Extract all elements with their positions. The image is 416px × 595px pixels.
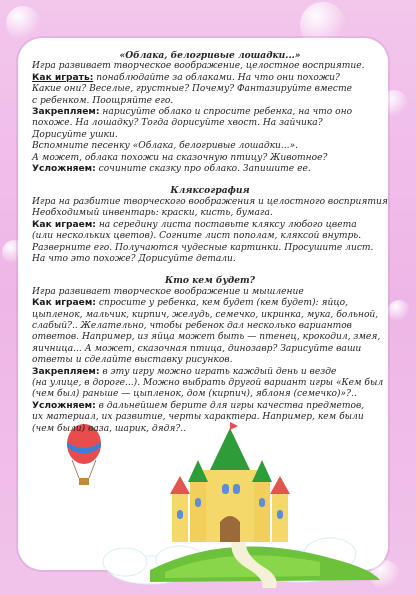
text-line: Игра развивает творческое воображение и мышление	[32, 286, 304, 297]
text-line: Необходимый инвентарь: краски, кисть, бумага.	[32, 208, 273, 219]
castle-illustration	[0, 420, 416, 595]
article-text	[32, 50, 388, 435]
text-line: Какие они? Веселые, грустные? Почему? Фантазируйте вместе	[32, 84, 352, 95]
text-line: с ребенком. Поощряйте его.	[32, 95, 174, 106]
section-title-clouds: «Облака, белогривые лошадки...»	[119, 50, 301, 61]
decorative-bubble	[6, 6, 40, 40]
text-line: похоже. На лошадку? Тогда дорисуйте хвост. На зайчика?	[32, 118, 323, 129]
text-line: Игра на разбитие творческого воображения и целостного восприятия	[32, 196, 388, 207]
text-line: Усложняем: в дальнейшем берите для игры качества предметов,	[32, 400, 365, 411]
label-reinforce: Закрепляем:	[32, 366, 100, 377]
label-how-to-play: Как играть:	[32, 72, 94, 83]
text-line: (или нескольких цветов). Согните лист пополам, кляксой внутрь.	[32, 231, 362, 242]
text-line: (чем были) ваза, шарик, дядя?..	[32, 423, 187, 434]
section-title-who-will-be: Кто кем будет?	[165, 275, 255, 287]
text-line: слабый?.. Желательно, чтобы ребенок дал несколько вариантов	[32, 320, 352, 331]
section-title-blotography: Кляксография	[170, 185, 250, 197]
text-line: их материал, их развитие, черты характера. Например, кем были	[32, 412, 364, 423]
text-line: Усложняем: сочините сказку про облако. Запишите ее.	[32, 164, 311, 175]
text-line: Вспомните песенку «Облака, белогривые лошадки...».	[32, 141, 299, 152]
text-line: Закрепляем: в эту игру можно играть каждый день и везде	[32, 366, 337, 377]
text-line: (чем был) раньше — цыпленок, дом (кирпич), яблоня (семечко)»?..	[32, 389, 357, 400]
text-line: На что это похоже? Дорисуйте детали.	[32, 253, 236, 264]
text-line: Как играть: понаблюдайте за облаками. На что они похожи?	[32, 72, 340, 83]
text-line: Закрепляем: нарисуйте облако и спросите ребенка, на что оно	[32, 107, 353, 118]
label-complicate: Усложняем:	[32, 400, 96, 411]
text-line: Дорисуйте ушки.	[32, 129, 118, 140]
label-complicate: Усложняем:	[32, 164, 96, 175]
text-line: цыпленок, мальчик, кирпич, желудь, семечко, икринка, мука, больной,	[32, 309, 379, 320]
text-line: ответов. Например, из яйца может быть — птенец, крокодил, змея,	[32, 332, 381, 343]
label-how-we-play: Как играем:	[32, 298, 96, 309]
decorative-bubble	[388, 300, 410, 322]
text-line: ответы и сделайте выставку рисунков.	[32, 355, 233, 366]
label-reinforce: Закрепляем:	[32, 107, 100, 118]
text-line: Как играем: спросите у ребенка, кем будет (кем будет): яйцо,	[32, 298, 349, 309]
text-line: Как играем: на середину листа поставьте кляксу любого цвета	[32, 219, 357, 230]
text-line: (на улице, в дороге...). Можно выбрать другой вариант игры «Кем был	[32, 377, 384, 388]
text-line: А может, облака похожи на сказочную птицу? Животное?	[32, 152, 328, 163]
text-line: яичница... А может, сказочная птица, динозавр? Зарисуйте ваши	[32, 343, 362, 354]
text-line: Разверните его. Получаются чудесные картинки. Просушите лист.	[32, 242, 374, 253]
castle-icon	[170, 422, 290, 542]
label-how-we-play: Как играем:	[32, 219, 96, 230]
text-line: Игра развивает творческое воображение, целостное восприятие.	[32, 61, 365, 72]
